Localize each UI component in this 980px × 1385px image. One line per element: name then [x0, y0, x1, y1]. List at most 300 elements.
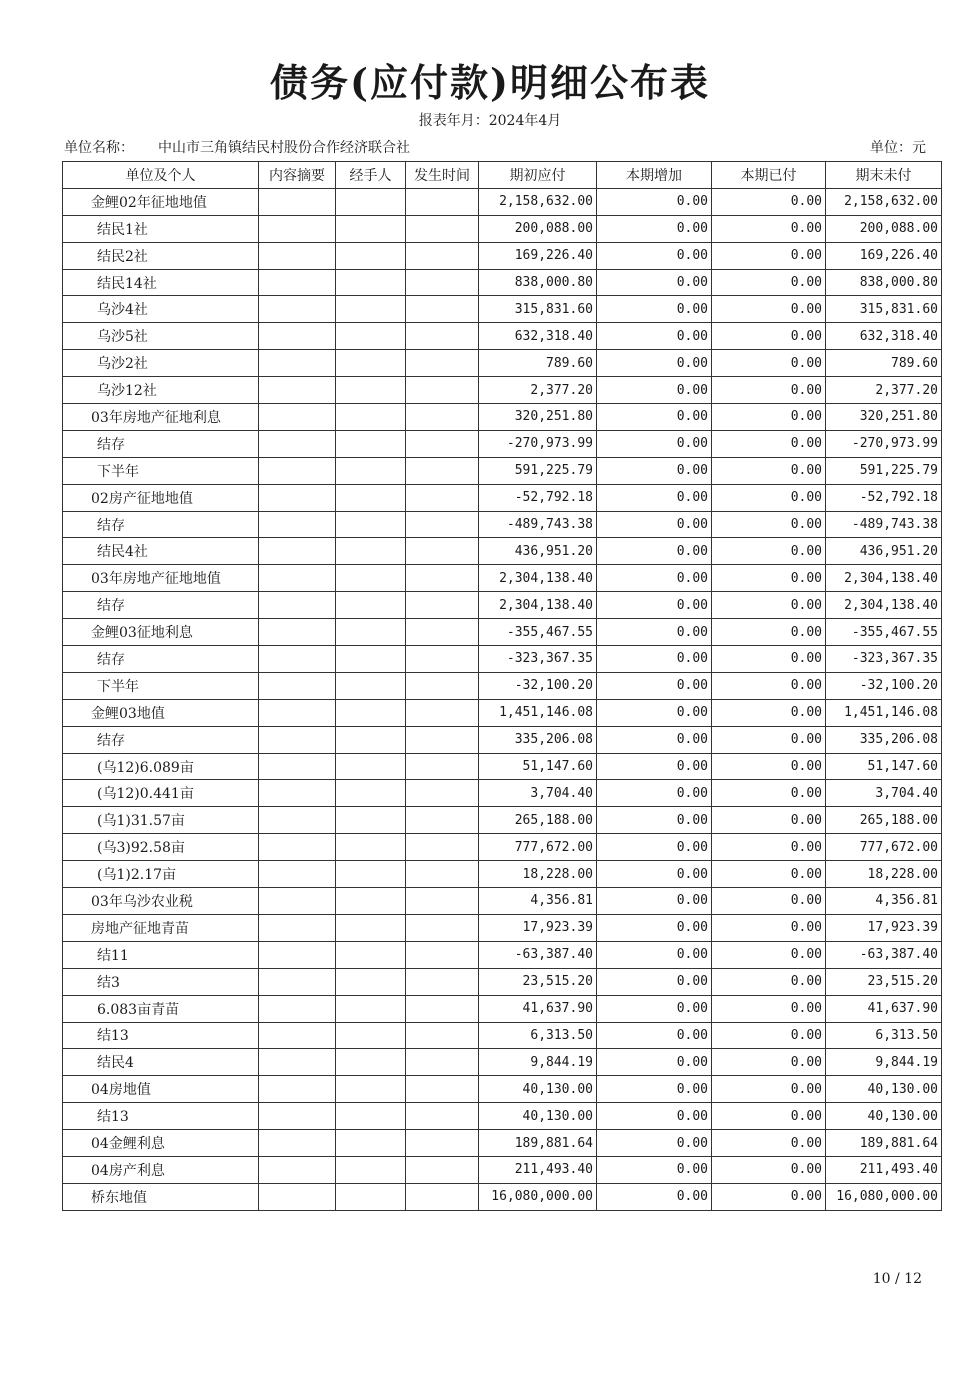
entity-cell: (乌12)6.089亩	[63, 753, 259, 780]
handler-cell	[336, 404, 406, 431]
opening-cell: 1,451,146.08	[479, 699, 597, 726]
increase-cell: 0.00	[597, 995, 712, 1022]
increase-cell: 0.00	[597, 296, 712, 323]
summary-cell	[259, 861, 336, 888]
paid-cell: 0.00	[712, 780, 826, 807]
table-row	[63, 968, 942, 995]
paid-cell: 0.00	[712, 1076, 826, 1103]
date-cell	[406, 672, 479, 699]
entity-cell: 乌沙5社	[63, 323, 259, 350]
table-row	[63, 861, 942, 888]
summary-cell	[259, 296, 336, 323]
closing-cell: -32,100.20	[826, 672, 942, 699]
opening-cell: 40,130.00	[479, 1103, 597, 1130]
opening-cell: -323,367.35	[479, 646, 597, 673]
closing-cell: -489,743.38	[826, 511, 942, 538]
closing-cell: -323,367.35	[826, 646, 942, 673]
summary-cell	[259, 888, 336, 915]
entity-cell: 6.083亩青苗	[63, 995, 259, 1022]
entity-cell: 结民4社	[63, 538, 259, 565]
opening-cell: 9,844.19	[479, 1049, 597, 1076]
closing-cell: 41,637.90	[826, 995, 942, 1022]
handler-cell	[336, 941, 406, 968]
closing-cell: 1,451,146.08	[826, 699, 942, 726]
entity-cell: 结13	[63, 1022, 259, 1049]
opening-cell: -355,467.55	[479, 619, 597, 646]
date-cell	[406, 646, 479, 673]
opening-cell: 2,377.20	[479, 377, 597, 404]
increase-cell: 0.00	[597, 726, 712, 753]
table-row	[63, 538, 942, 565]
handler-cell	[336, 457, 406, 484]
date-cell	[406, 1022, 479, 1049]
opening-cell: 2,158,632.00	[479, 188, 597, 215]
table-row	[63, 780, 942, 807]
opening-cell: 4,356.81	[479, 888, 597, 915]
date-cell	[406, 377, 479, 404]
opening-cell: 18,228.00	[479, 861, 597, 888]
summary-cell	[259, 323, 336, 350]
summary-cell	[259, 457, 336, 484]
table-row	[63, 807, 942, 834]
handler-cell	[336, 430, 406, 457]
date-cell	[406, 888, 479, 915]
increase-cell: 0.00	[597, 188, 712, 215]
opening-cell: 17,923.39	[479, 914, 597, 941]
date-cell	[406, 296, 479, 323]
increase-cell: 0.00	[597, 914, 712, 941]
opening-cell: 591,225.79	[479, 457, 597, 484]
date-cell	[406, 941, 479, 968]
unit-name: 中山市三角镇结民村股份合作经济联合社	[158, 140, 410, 156]
entity-cell: (乌12)0.441亩	[63, 780, 259, 807]
increase-cell: 0.00	[597, 215, 712, 242]
table-row	[63, 350, 942, 377]
col-header-paid: 本期已付	[712, 162, 826, 189]
increase-cell: 0.00	[597, 834, 712, 861]
increase-cell: 0.00	[597, 1183, 712, 1210]
date-cell	[406, 619, 479, 646]
paid-cell: 0.00	[712, 995, 826, 1022]
opening-cell: 320,251.80	[479, 404, 597, 431]
summary-cell	[259, 1156, 336, 1183]
increase-cell: 0.00	[597, 941, 712, 968]
table-row	[63, 1156, 942, 1183]
entity-cell: 结存	[63, 592, 259, 619]
summary-cell	[259, 350, 336, 377]
handler-cell	[336, 914, 406, 941]
summary-cell	[259, 269, 336, 296]
handler-cell	[336, 861, 406, 888]
summary-cell	[259, 1183, 336, 1210]
col-header-entity: 单位及个人	[63, 162, 259, 189]
increase-cell: 0.00	[597, 646, 712, 673]
handler-cell	[336, 672, 406, 699]
closing-cell: -270,973.99	[826, 430, 942, 457]
date-cell	[406, 699, 479, 726]
closing-cell: 315,831.60	[826, 296, 942, 323]
increase-cell: 0.00	[597, 619, 712, 646]
closing-cell: 320,251.80	[826, 404, 942, 431]
increase-cell: 0.00	[597, 350, 712, 377]
handler-cell	[336, 215, 406, 242]
date-cell	[406, 484, 479, 511]
summary-cell	[259, 565, 336, 592]
closing-cell: 2,304,138.40	[826, 565, 942, 592]
handler-cell	[336, 242, 406, 269]
paid-cell: 0.00	[712, 1156, 826, 1183]
paid-cell: 0.00	[712, 377, 826, 404]
table-row	[63, 1049, 942, 1076]
entity-cell: 结民2社	[63, 242, 259, 269]
col-header-opening: 期初应付	[479, 162, 597, 189]
summary-cell	[259, 968, 336, 995]
handler-cell	[336, 1022, 406, 1049]
increase-cell: 0.00	[597, 888, 712, 915]
entity-cell: 结11	[63, 941, 259, 968]
paid-cell: 0.00	[712, 1183, 826, 1210]
closing-cell: 777,672.00	[826, 834, 942, 861]
summary-cell	[259, 995, 336, 1022]
entity-cell: 03年房地产征地地值	[63, 565, 259, 592]
paid-cell: 0.00	[712, 511, 826, 538]
closing-cell: 265,188.00	[826, 807, 942, 834]
paid-cell: 0.00	[712, 1130, 826, 1157]
col-header-handler: 经手人	[336, 162, 406, 189]
paid-cell: 0.00	[712, 1103, 826, 1130]
opening-cell: 335,206.08	[479, 726, 597, 753]
table-row	[63, 1103, 942, 1130]
increase-cell: 0.00	[597, 457, 712, 484]
currency-unit: 单位：元	[870, 140, 926, 156]
increase-cell: 0.00	[597, 565, 712, 592]
table-body	[63, 188, 942, 1210]
paid-cell: 0.00	[712, 484, 826, 511]
entity-cell: 结民4	[63, 1049, 259, 1076]
summary-cell	[259, 646, 336, 673]
paid-cell: 0.00	[712, 861, 826, 888]
opening-cell: 2,304,138.40	[479, 592, 597, 619]
table-row	[63, 296, 942, 323]
entity-cell: (乌1)2.17亩	[63, 861, 259, 888]
paid-cell: 0.00	[712, 404, 826, 431]
summary-cell	[259, 215, 336, 242]
closing-cell: 169,226.40	[826, 242, 942, 269]
summary-cell	[259, 914, 336, 941]
date-cell	[406, 565, 479, 592]
handler-cell	[336, 699, 406, 726]
paid-cell: 0.00	[712, 565, 826, 592]
paid-cell: 0.00	[712, 430, 826, 457]
increase-cell: 0.00	[597, 780, 712, 807]
paid-cell: 0.00	[712, 296, 826, 323]
summary-cell	[259, 1022, 336, 1049]
closing-cell: 436,951.20	[826, 538, 942, 565]
paid-cell: 0.00	[712, 619, 826, 646]
entity-cell: 结3	[63, 968, 259, 995]
date-cell	[406, 457, 479, 484]
table-row	[63, 484, 942, 511]
entity-cell: 03年房地产征地利息	[63, 404, 259, 431]
handler-cell	[336, 753, 406, 780]
table-row	[63, 430, 942, 457]
summary-cell	[259, 511, 336, 538]
opening-cell: 6,313.50	[479, 1022, 597, 1049]
closing-cell: 9,844.19	[826, 1049, 942, 1076]
handler-cell	[336, 968, 406, 995]
entity-cell: 04房地值	[63, 1076, 259, 1103]
col-header-date: 发生时间	[406, 162, 479, 189]
entity-cell: 结存	[63, 726, 259, 753]
opening-cell: 789.60	[479, 350, 597, 377]
summary-cell	[259, 484, 336, 511]
closing-cell: 189,881.64	[826, 1130, 942, 1157]
opening-cell: 315,831.60	[479, 296, 597, 323]
date-cell	[406, 242, 479, 269]
unit-name-block	[64, 137, 410, 157]
date-cell	[406, 726, 479, 753]
entity-cell: 结存	[63, 430, 259, 457]
opening-cell: 2,304,138.40	[479, 565, 597, 592]
col-header-increase: 本期增加	[597, 162, 712, 189]
entity-cell: 金鲤02年征地地值	[63, 188, 259, 215]
entity-cell: 03年乌沙农业税	[63, 888, 259, 915]
closing-cell: -355,467.55	[826, 619, 942, 646]
increase-cell: 0.00	[597, 672, 712, 699]
handler-cell	[336, 484, 406, 511]
page-title: 债务(应付款)明细公布表	[270, 60, 710, 105]
closing-cell: 16,080,000.00	[826, 1183, 942, 1210]
table-row	[63, 511, 942, 538]
opening-cell: 265,188.00	[479, 807, 597, 834]
increase-cell: 0.00	[597, 861, 712, 888]
handler-cell	[336, 511, 406, 538]
table-row	[63, 242, 942, 269]
table-row	[63, 1130, 942, 1157]
date-cell	[406, 780, 479, 807]
summary-cell	[259, 1130, 336, 1157]
summary-cell	[259, 1076, 336, 1103]
summary-cell	[259, 672, 336, 699]
entity-cell: 02房产征地地值	[63, 484, 259, 511]
handler-cell	[336, 619, 406, 646]
entity-cell: (乌1)31.57亩	[63, 807, 259, 834]
entity-cell: 房地产征地青苗	[63, 914, 259, 941]
entity-cell: 结存	[63, 646, 259, 673]
opening-cell: -489,743.38	[479, 511, 597, 538]
increase-cell: 0.00	[597, 404, 712, 431]
summary-cell	[259, 592, 336, 619]
closing-cell: 632,318.40	[826, 323, 942, 350]
closing-cell: 2,377.20	[826, 377, 942, 404]
paid-cell: 0.00	[712, 672, 826, 699]
handler-cell	[336, 1076, 406, 1103]
handler-cell	[336, 888, 406, 915]
date-cell	[406, 807, 479, 834]
closing-cell: 3,704.40	[826, 780, 942, 807]
summary-cell	[259, 404, 336, 431]
date-cell	[406, 968, 479, 995]
date-cell	[406, 1103, 479, 1130]
summary-cell	[259, 726, 336, 753]
entity-cell: 金鲤03地值	[63, 699, 259, 726]
handler-cell	[336, 323, 406, 350]
paid-cell: 0.00	[712, 834, 826, 861]
opening-cell: -52,792.18	[479, 484, 597, 511]
increase-cell: 0.00	[597, 323, 712, 350]
date-cell	[406, 1076, 479, 1103]
date-cell	[406, 323, 479, 350]
opening-cell: -32,100.20	[479, 672, 597, 699]
paid-cell: 0.00	[712, 457, 826, 484]
date-cell	[406, 1130, 479, 1157]
closing-cell: 789.60	[826, 350, 942, 377]
increase-cell: 0.00	[597, 968, 712, 995]
opening-cell: 51,147.60	[479, 753, 597, 780]
handler-cell	[336, 1183, 406, 1210]
meta-row	[64, 137, 926, 159]
table-row	[63, 377, 942, 404]
date-cell	[406, 404, 479, 431]
paid-cell: 0.00	[712, 215, 826, 242]
date-cell	[406, 834, 479, 861]
closing-cell: 40,130.00	[826, 1076, 942, 1103]
entity-cell: 乌沙12社	[63, 377, 259, 404]
entity-cell: 04金鲤利息	[63, 1130, 259, 1157]
entity-cell: 乌沙2社	[63, 350, 259, 377]
summary-cell	[259, 780, 336, 807]
table-row	[63, 1022, 942, 1049]
paid-cell: 0.00	[712, 699, 826, 726]
summary-cell	[259, 1103, 336, 1130]
increase-cell: 0.00	[597, 1103, 712, 1130]
opening-cell: 23,515.20	[479, 968, 597, 995]
paid-cell: 0.00	[712, 269, 826, 296]
date-cell	[406, 430, 479, 457]
opening-cell: 838,000.80	[479, 269, 597, 296]
entity-cell: (乌3)92.58亩	[63, 834, 259, 861]
entity-cell: 下半年	[63, 672, 259, 699]
table-row	[63, 995, 942, 1022]
table-row	[63, 619, 942, 646]
paid-cell: 0.00	[712, 1049, 826, 1076]
table-row	[63, 323, 942, 350]
date-cell	[406, 1156, 479, 1183]
paid-cell: 0.00	[712, 888, 826, 915]
table-row	[63, 914, 942, 941]
summary-cell	[259, 753, 336, 780]
table-row	[63, 834, 942, 861]
handler-cell	[336, 377, 406, 404]
table-row	[63, 726, 942, 753]
page-number: 10 / 12	[872, 1271, 922, 1287]
closing-cell: 591,225.79	[826, 457, 942, 484]
summary-cell	[259, 619, 336, 646]
table-row	[63, 592, 942, 619]
closing-cell: 200,088.00	[826, 215, 942, 242]
handler-cell	[336, 296, 406, 323]
table-row	[63, 1183, 942, 1210]
summary-cell	[259, 538, 336, 565]
debt-table	[62, 161, 942, 1211]
table-row	[63, 672, 942, 699]
increase-cell: 0.00	[597, 753, 712, 780]
handler-cell	[336, 780, 406, 807]
paid-cell: 0.00	[712, 188, 826, 215]
handler-cell	[336, 807, 406, 834]
increase-cell: 0.00	[597, 269, 712, 296]
paid-cell: 0.00	[712, 726, 826, 753]
opening-cell: 40,130.00	[479, 1076, 597, 1103]
handler-cell	[336, 1103, 406, 1130]
opening-cell: -63,387.40	[479, 941, 597, 968]
paid-cell: 0.00	[712, 914, 826, 941]
closing-cell: 838,000.80	[826, 269, 942, 296]
date-cell	[406, 753, 479, 780]
opening-cell: 16,080,000.00	[479, 1183, 597, 1210]
paid-cell: 0.00	[712, 941, 826, 968]
table-row	[63, 188, 942, 215]
handler-cell	[336, 538, 406, 565]
paid-cell: 0.00	[712, 323, 826, 350]
table-row	[63, 888, 942, 915]
date-cell	[406, 350, 479, 377]
table-header-row	[63, 162, 942, 189]
table-row	[63, 646, 942, 673]
date-cell	[406, 861, 479, 888]
paid-cell: 0.00	[712, 242, 826, 269]
increase-cell: 0.00	[597, 1049, 712, 1076]
summary-cell	[259, 430, 336, 457]
increase-cell: 0.00	[597, 1130, 712, 1157]
paid-cell: 0.00	[712, 807, 826, 834]
increase-cell: 0.00	[597, 377, 712, 404]
increase-cell: 0.00	[597, 1156, 712, 1183]
entity-cell: 04房产利息	[63, 1156, 259, 1183]
closing-cell: -52,792.18	[826, 484, 942, 511]
opening-cell: 211,493.40	[479, 1156, 597, 1183]
table-row	[63, 941, 942, 968]
closing-cell: 211,493.40	[826, 1156, 942, 1183]
handler-cell	[336, 565, 406, 592]
opening-cell: 777,672.00	[479, 834, 597, 861]
entity-cell: 乌沙4社	[63, 296, 259, 323]
paid-cell: 0.00	[712, 1022, 826, 1049]
opening-cell: 200,088.00	[479, 215, 597, 242]
handler-cell	[336, 834, 406, 861]
summary-cell	[259, 1049, 336, 1076]
summary-cell	[259, 941, 336, 968]
date-cell	[406, 538, 479, 565]
handler-cell	[336, 592, 406, 619]
report-date: 报表年月：2024年4月	[418, 113, 562, 129]
closing-cell: 2,158,632.00	[826, 188, 942, 215]
date-cell	[406, 188, 479, 215]
table-row	[63, 269, 942, 296]
summary-cell	[259, 377, 336, 404]
col-header-summary: 内容摘要	[259, 162, 336, 189]
closing-cell: 335,206.08	[826, 726, 942, 753]
handler-cell	[336, 1156, 406, 1183]
handler-cell	[336, 646, 406, 673]
handler-cell	[336, 1130, 406, 1157]
handler-cell	[336, 1049, 406, 1076]
unit-name-label: 单位名称：	[64, 140, 134, 156]
opening-cell: 169,226.40	[479, 242, 597, 269]
table-row	[63, 699, 942, 726]
closing-cell: 18,228.00	[826, 861, 942, 888]
increase-cell: 0.00	[597, 699, 712, 726]
